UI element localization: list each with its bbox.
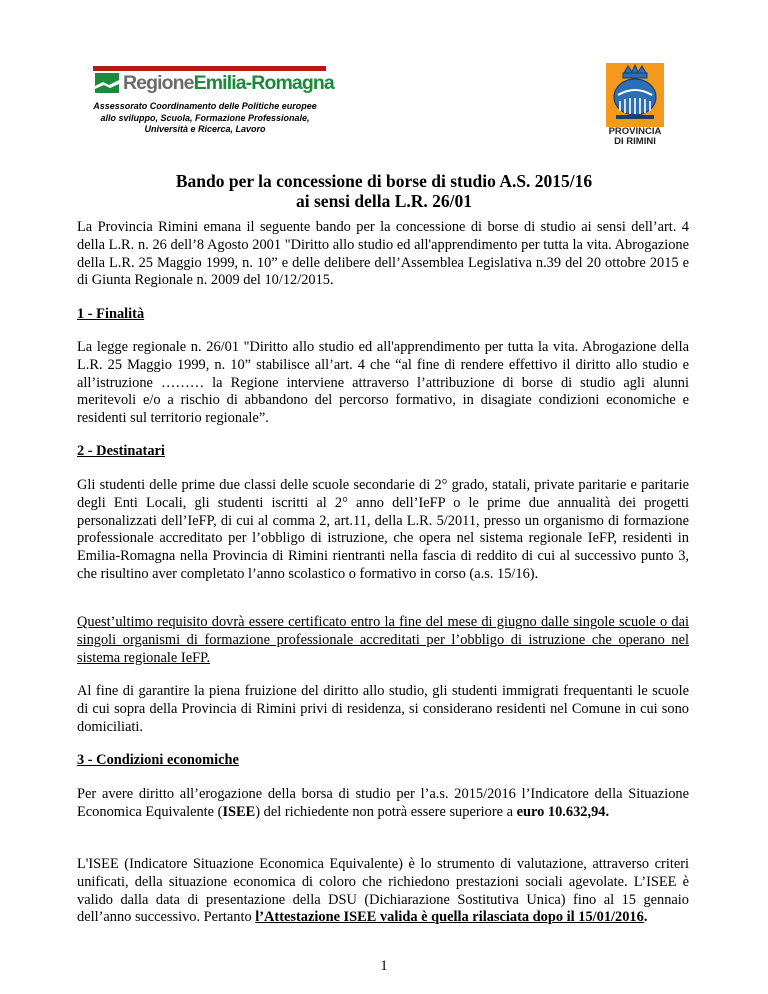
text-span: Per avere diritto all’erogazione della borsa di studio per l’a.s. 2015/2016 l’Indicatore della Situazione Economica Equivalente ( bbox=[77, 786, 689, 820]
text-span: L'ISEE (Indicatore Situazione Economica Equivalente) è lo strumento di valutazione, attraverso criteri unificati, della situazione economica di coloro che richiedono prestazioni sociali agevolate. L’ISEE è valido dalla data di presentazione della DSU (Dichiarazione Sostitutiva Unica) fino al 15 gennaio dell’anno successivo. Pertanto bbox=[77, 856, 689, 926]
intro-paragraph: La Provincia Rimini emana il seguente bando per la concessione di borse di studio ai sensi dell’art. 4 della L.R. n. 26 dell’8 Agosto 2001 "Diritto allo studio ed all'apprendimento per tutta la vita. Abrogazione della L.R. 25 Maggio 1999, n. 10” e delle delibere dell’Assemblea Legislativa n.39 del 20 ottobre 2015 e di Giunta Regionale n. 2009 del 10/12/2015. bbox=[77, 219, 689, 289]
text-span: ) del richiedente non potrà essere superiore a bbox=[255, 803, 517, 820]
isee-threshold-amount: euro 10.632,94. bbox=[516, 803, 610, 820]
page-number: 1 bbox=[380, 958, 388, 974]
logo-red-bar bbox=[93, 66, 326, 71]
assessorato-caption bbox=[60, 101, 350, 136]
assessorato-line: allo sviluppo, Scuola, Formazione Professionale, bbox=[100, 112, 310, 123]
section-destinatari-requirement: Quest’ultimo requisito dovrà essere certificato entro la fine del mese di giugno dalle singole scuole o dai singoli organismi di formazione professionale accreditati per l’obbligo di istruzione che operano nel sistema regionale IeFP. bbox=[77, 614, 689, 666]
regione-logo-text: RegioneEmilia-Romagna bbox=[123, 72, 334, 94]
provincia-di-rimini-logo bbox=[606, 63, 664, 145]
provincia-crest-icon bbox=[606, 63, 664, 127]
regione-mark-icon bbox=[95, 73, 119, 93]
section-finalita-text: La legge regionale n. 26/01 "Diritto allo studio ed all'apprendimento per tutta la vita. Abrogazione della L.R. 25 Maggio 1999, n. 10” stabilisce all’art. 4 che “al fine di rendere effettivo il diritto allo studio e all’istruzione ……… la Regione interviene attraverso l’attribuzione di borse di studio agli alunni meritevoli e/o a rischio di abbandono del percorso formativo, in disagiate condizioni economiche e residenti sul territorio regionale”. bbox=[77, 339, 689, 427]
provincia-logo-text bbox=[598, 127, 672, 147]
text-span: . bbox=[643, 909, 648, 926]
section-heading-destinatari: 2 - Destinatari bbox=[77, 443, 165, 459]
section-heading-finalita: 1 - Finalità bbox=[77, 306, 145, 322]
section-destinatari-text: Gli studenti delle prime due classi delle scuole secondarie di 2° grado, statali, private paritarie e paritarie degli Enti Locali, gli studenti iscritti al 2° anno dell’IeFP o le prime due annualità dei progetti personalizzati dell’IeFP, di cui al comma 2, art.11, della L.R. 5/2011, presso un organismo di formazione professionale accreditato per l’obbligo di istruzione, che opera nel sistema regionale IeFP, residenti in Emilia-Romagna nella Provincia di Rimini rientranti nella fascia di reddito di cui al successivo punto 3, che risultino aver completato l’anno scolastico o formativo in corso (a.s. 15/16). bbox=[77, 477, 689, 582]
assessorato-line: Assessorato Coordinamento delle Politiche europee bbox=[93, 101, 317, 111]
isee-validity-note: l’Attestazione ISEE valida è quella rilasciata dopo il 15/01/2016 bbox=[255, 909, 644, 926]
provincia-logo-line: PROVINCIA bbox=[608, 126, 662, 137]
assessorato-line: Università e Ricerca, Lavoro bbox=[144, 124, 266, 134]
section-destinatari-immigrati: Al fine di garantire la piena fruizione del diritto allo studio, gli studenti immigrati frequentanti le scuole di cui sopra della Provincia di Rimini privi di residenza, si considerano residenti nel Comune in cui sono domiciliati. bbox=[77, 683, 689, 735]
section-condizioni-isee-text bbox=[77, 856, 689, 927]
provincia-logo-line: DI RIMINI bbox=[614, 136, 656, 147]
section-heading-condizioni: 3 - Condizioni economiche bbox=[77, 752, 239, 768]
isee-bold: ISEE bbox=[222, 803, 256, 820]
document-title-line2: ai sensi della L.R. 26/01 bbox=[296, 191, 472, 211]
section-condizioni-text bbox=[77, 786, 689, 822]
regione-emilia-romagna-logo bbox=[93, 66, 334, 96]
document-title-line1: Bando per la concessione di borse di studio A.S. 2015/16 bbox=[175, 171, 593, 191]
